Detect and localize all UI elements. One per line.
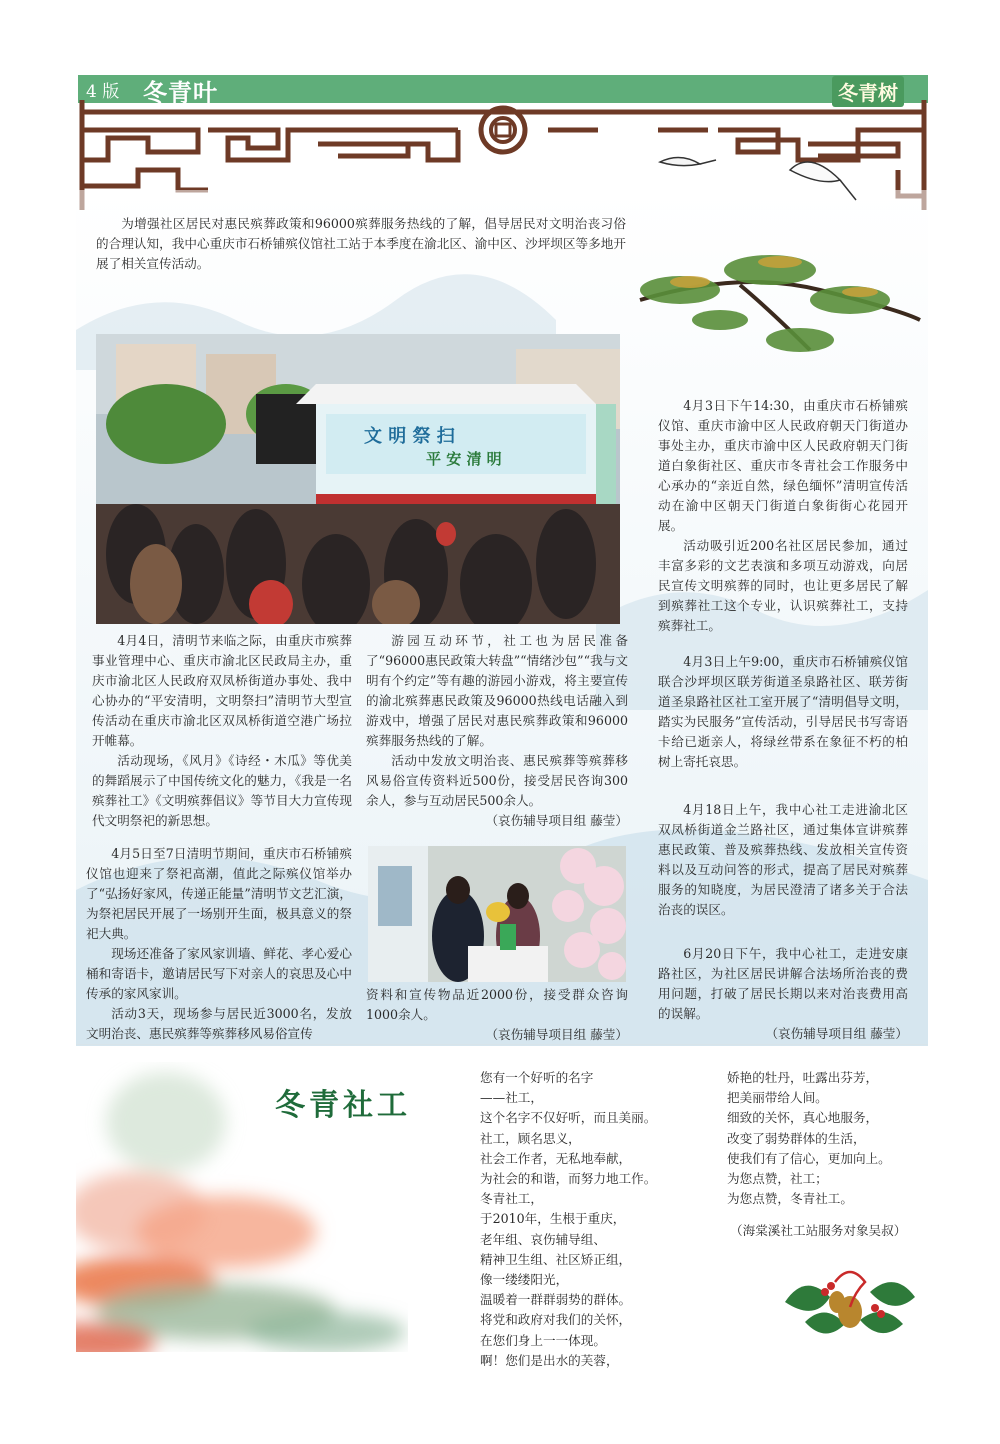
article-column-c-block-1 <box>658 396 908 636</box>
page-label: 4 版 <box>86 82 120 102</box>
holly-ornament <box>775 1262 925 1346</box>
poem-line: 改变了弱势群体的生活， <box>727 1130 866 1146</box>
col-c3-paragraph-1: 4月18日上午，我中心社工走进渝北区双凤桥街道金兰路社区，通过集体宣讲殡葬惠民政策、普及殡葬热线、发放相关宣传资料以及互动问答的形式，提高了居民对殡葬服务的知晓度，为居民澄清了诸多关于合法治丧的误区。 <box>658 802 908 917</box>
article-column-b <box>366 631 628 831</box>
poem-line: 精神卫生组、社区矫正组， <box>480 1251 632 1267</box>
col-b-paragraph-2: 活动中发放文明治丧、惠民殡葬等殡葬移风易俗宣传资料近500份，接受居民咨询300余人，参与互动居民500余人。 <box>366 753 628 808</box>
poem-line: ——社工， <box>480 1090 543 1106</box>
poem-line: 于2010年，生根于重庆， <box>480 1211 626 1227</box>
section-divider <box>76 1044 928 1045</box>
poem-line: 将党和政府对我们的关怀， <box>480 1312 632 1328</box>
col-d-paragraph-2: 现场还准备了家风家训墙、鲜花、孝心爱心桶和寄语卡，邀请居民写下对亲人的哀思及心中传承的家风家训。 <box>86 946 352 1001</box>
col-e-paragraph-1: 资料和宣传物品近2000份，接受群众咨询1000余人。 <box>366 987 628 1022</box>
intro-text: 为增强社区居民对惠民殡葬政策和96000殡葬服务热线的了解，倡导居民对文明治丧习俗的合理认知，我中心重庆市石桥铺殡仪馆社工站于本季度在渝北区、渝中区、沙坪坝区等多地开展了相关宣传活动。 <box>96 216 626 271</box>
poem-stanza-a <box>480 1068 656 1371</box>
article-column-e <box>366 985 628 1045</box>
poem-line: 社工，顾名思义， <box>480 1130 581 1146</box>
col-c2-paragraph-1: 4月3日上午9:00，重庆市石桥铺殡仪馆联合沙坪坝区联芳街道圣泉路社区、联芳街道圣泉路社区社工室开展了“清明倡导文明，踏实为民服务”宣传活动，引导居民书写寄语卡给已逝亲人，将绿丝带系在象征不朽的柏树上寄托哀思。 <box>658 654 908 769</box>
col-a-paragraph-2: 活动现场，《风月》《诗经・木瓜》等优美的舞蹈展示了中国传统文化的魅力，《我是一名殡葬社工》《文明殡葬倡议》等节目大力宣传现代文明祭祀的新思想。 <box>92 753 352 828</box>
col-c1-paragraph-2: 活动吸引近200名社区居民参加，通过丰富多彩的文艺表演和多项互动游戏，向居民宣传文明殡葬的同时，也让更多居民了解到殡葬社工这个专业，认识殡葬社工，支持殡葬社工。 <box>658 538 908 633</box>
poem-line: 像一缕缕阳光， <box>480 1272 569 1288</box>
poem-line: 老年组、哀伤辅导组、 <box>480 1231 606 1247</box>
masthead-title: 冬青树 <box>832 76 904 107</box>
col-b-signature: （哀伤辅导项目组 藤莹） <box>485 813 628 828</box>
banner-line-1: 文 明 祭 扫 <box>364 426 455 447</box>
poem-title: 冬青社工 <box>275 1088 411 1123</box>
col-d-paragraph-1: 4月5日至7日清明节期间，重庆市石桥铺殡仪馆也迎来了祭祀高潮，值此之际殡仪馆举办了“弘扬好家风，传递正能量”清明节文艺汇演，为祭祀居民开展了一场别开生面，极具意义的祭祀大典。 <box>86 846 352 941</box>
poem-line: 为您点赞，社工； <box>727 1171 828 1187</box>
photo-info-booth <box>368 846 626 982</box>
poem-line: 您有一个好听的名字 <box>480 1070 594 1085</box>
poem-line: 把美丽带给人间。 <box>727 1090 828 1106</box>
poem-line: 细致的关怀，真心地服务， <box>727 1110 879 1126</box>
col-b-paragraph-1: 游园互动环节，社工也为居民准备了“96000惠民政策大转盘”“情绪沙包”“我与文明有个约定”等有趣的游园小游戏，将主要宣传的渝北殡葬惠民政策及96000热线电话融入到游戏中，增强了居民对惠民殡葬政策和96000殡葬服务热线的了解。 <box>366 633 628 748</box>
poem-stanza-b <box>727 1068 891 1209</box>
poem-line: 这个名字不仅好听，而且美丽。 <box>480 1110 657 1126</box>
poem-line: 为社会的和谐，而努力地工作。 <box>480 1171 657 1187</box>
intro-paragraph <box>96 214 626 274</box>
article-column-c-block-3 <box>658 800 908 920</box>
article-column-d <box>86 844 352 1044</box>
poem-author: （海棠溪社工站服务对象吴叔） <box>730 1223 907 1238</box>
col-a-paragraph-1: 4月4日，清明节来临之际，由重庆市殡葬事业管理中心、重庆市渝北区民政局主办，重庆市渝北区人民政府双凤桥街道办事处、我中心协办的“平安清明，文明祭扫”清明节大型宣传活动在重庆市渝北区双凤桥街道空港广场拉开帷幕。 <box>92 633 352 748</box>
col-d-paragraph-3: 活动3天，现场参与居民近3000名，发放文明治丧、惠民殡葬等殡葬移风易俗宣传 <box>86 1006 352 1041</box>
col-c4-paragraph-1: 6月20日下午，我中心社工，走进安康路社区，为社区居民讲解合法场所治丧的费用问题，打破了居民长期以来对治丧费用高的误解。 <box>658 946 908 1021</box>
photo-outdoor-stage-event <box>96 334 620 624</box>
article-column-a <box>92 631 352 831</box>
poem-line: 社会工作者，无私地奉献， <box>480 1150 632 1166</box>
poem-line: 娇艳的牡丹，吐露出芬芳， <box>727 1070 879 1085</box>
banner-line-2: 平 安 清 明 <box>426 450 502 468</box>
section-title: 冬青叶 <box>143 79 218 107</box>
crane-pine-illustration <box>620 150 928 380</box>
poem-line: 使我们有了信心，更加向上。 <box>727 1150 891 1166</box>
article-column-c-block-4 <box>658 944 908 1044</box>
col-c1-paragraph-1: 4月3日下午14:30，由重庆市石桥铺殡仪馆、重庆市渝中区人民政府朝天门街道办事处主办，重庆市渝中区人民政府朝天门街道白象街社区、重庆市冬青社会工作服务中心承办的“亲近自然，绿色缅怀”清明宣传活动在渝中区朝天门街道白象街街心花园开展。 <box>658 398 908 533</box>
poem-line: 冬青社工， <box>480 1191 543 1207</box>
col-c4-signature: （哀伤辅导项目组 藤莹） <box>765 1026 908 1041</box>
col-e-signature: （哀伤辅导项目组 藤莹） <box>485 1027 628 1042</box>
article-column-c-block-2 <box>658 652 908 772</box>
poem-line: 啊！您们是出水的芙蓉， <box>480 1352 619 1368</box>
poem-line: 温暖着一群群弱势的群体。 <box>480 1292 632 1308</box>
poem-line: 在您们身上一一体现。 <box>480 1332 606 1348</box>
poem-line: 为您点赞，冬青社工。 <box>727 1191 853 1207</box>
